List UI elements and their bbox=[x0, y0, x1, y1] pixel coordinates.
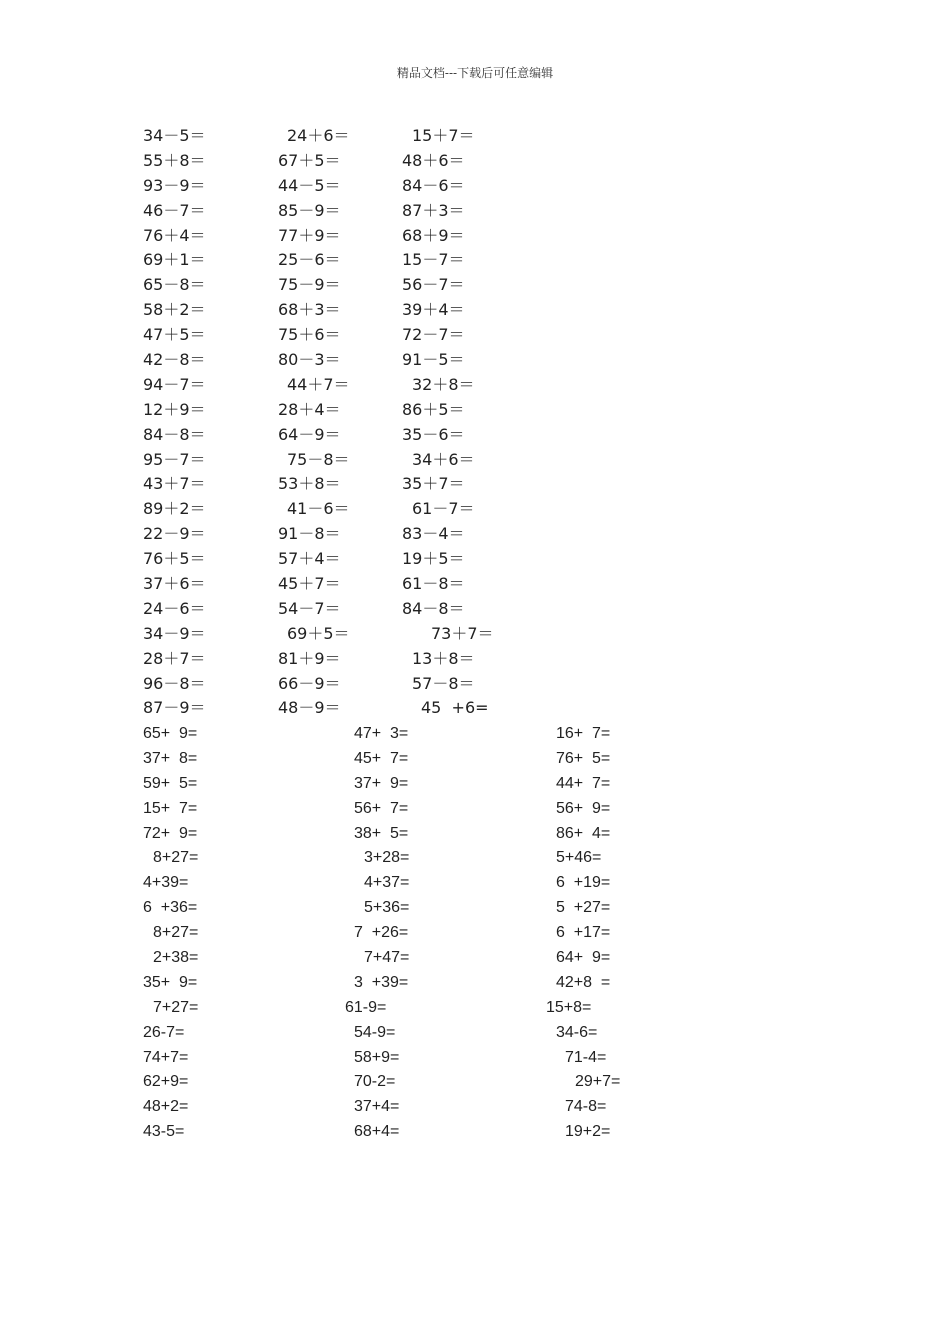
math-problem: 86+ 4= bbox=[556, 824, 611, 842]
math-problem: 75－8＝ bbox=[287, 449, 350, 469]
math-problem: 15+8= bbox=[546, 998, 592, 1016]
problem-row bbox=[0, 298, 950, 323]
math-problem: 44+ 7= bbox=[556, 774, 611, 792]
math-problem: 93－9＝ bbox=[143, 175, 206, 195]
math-problem: 85－9＝ bbox=[278, 200, 341, 220]
math-problem: 54－7＝ bbox=[278, 598, 341, 618]
math-problem: 45 +6= bbox=[421, 698, 489, 718]
math-problem: 29+7= bbox=[575, 1073, 621, 1091]
problem-row bbox=[0, 323, 950, 348]
math-problem: 94－7＝ bbox=[143, 374, 206, 394]
math-problem: 69＋5＝ bbox=[287, 623, 350, 643]
problem-row bbox=[0, 174, 950, 199]
problem-row bbox=[0, 547, 950, 572]
math-problem: 72－7＝ bbox=[402, 325, 465, 345]
math-problem: 32＋8＝ bbox=[412, 374, 475, 394]
math-problem: 62+9= bbox=[143, 1073, 189, 1091]
math-problem: 70-2= bbox=[354, 1073, 396, 1091]
math-problem: 96－8＝ bbox=[143, 673, 206, 693]
math-problem: 45＋7＝ bbox=[278, 574, 341, 594]
problem-row bbox=[0, 522, 950, 547]
math-problem: 84－8＝ bbox=[143, 424, 206, 444]
math-problem: 64－9＝ bbox=[278, 424, 341, 444]
math-problem: 5 +27= bbox=[556, 899, 611, 917]
problem-row bbox=[0, 149, 950, 174]
problem-row bbox=[0, 1095, 950, 1120]
math-problem: 28＋4＝ bbox=[278, 399, 341, 419]
math-problem: 47＋5＝ bbox=[143, 325, 206, 345]
math-problem: 58＋2＝ bbox=[143, 300, 206, 320]
problem-row bbox=[0, 373, 950, 398]
math-problem: 73＋7＝ bbox=[431, 623, 494, 643]
math-problem: 76+ 5= bbox=[556, 749, 611, 767]
math-problem: 84－6＝ bbox=[402, 175, 465, 195]
math-problem: 74-8= bbox=[565, 1098, 607, 1116]
math-problem: 37+4= bbox=[354, 1098, 400, 1116]
math-problem: 95－7＝ bbox=[143, 449, 206, 469]
page-header: 精品文档---下载后可任意编辑 bbox=[396, 66, 554, 80]
math-problem: 15＋7＝ bbox=[412, 126, 475, 145]
math-problem: 69＋1＝ bbox=[143, 250, 206, 270]
math-problem: 3 +39= bbox=[354, 973, 409, 991]
math-problem: 72+ 9= bbox=[143, 824, 198, 842]
math-problem: 13＋8＝ bbox=[412, 648, 475, 668]
math-problem: 68＋9＝ bbox=[402, 225, 465, 245]
math-problem: 46－7＝ bbox=[143, 200, 206, 220]
math-problem: 57＋4＝ bbox=[278, 549, 341, 569]
math-problem: 91－5＝ bbox=[402, 350, 465, 370]
problem-row bbox=[0, 1021, 950, 1046]
math-problem: 34－9＝ bbox=[143, 623, 206, 643]
problem-row bbox=[0, 224, 950, 249]
math-problem: 84－8＝ bbox=[402, 598, 465, 618]
problem-row bbox=[0, 797, 950, 822]
math-problem: 25－6＝ bbox=[278, 250, 341, 270]
math-problem: 61－7＝ bbox=[412, 499, 475, 519]
math-problem: 47+ 3= bbox=[354, 725, 409, 742]
math-problem: 7+47= bbox=[364, 949, 410, 967]
math-problem: 19+2= bbox=[565, 1123, 611, 1141]
math-problem: 68＋3＝ bbox=[278, 300, 341, 320]
math-problem: 83－4＝ bbox=[402, 524, 465, 544]
math-problem: 15－7＝ bbox=[402, 250, 465, 270]
math-problem: 24＋6＝ bbox=[287, 126, 350, 145]
math-problem: 58+9= bbox=[354, 1048, 400, 1066]
math-problem: 35＋7＝ bbox=[402, 474, 465, 494]
problem-row bbox=[0, 696, 950, 721]
math-problem: 68+4= bbox=[354, 1123, 400, 1141]
problem-row bbox=[0, 946, 950, 971]
problem-row bbox=[0, 597, 950, 622]
problem-row bbox=[0, 472, 950, 497]
worksheet-section-b bbox=[0, 722, 950, 1145]
math-problem: 80－3＝ bbox=[278, 350, 341, 370]
math-problem: 55＋8＝ bbox=[143, 150, 206, 170]
math-problem: 56+ 9= bbox=[556, 799, 611, 817]
math-problem: 35－6＝ bbox=[402, 424, 465, 444]
problem-row bbox=[0, 1120, 950, 1145]
problem-row bbox=[0, 647, 950, 672]
math-problem: 45+ 7= bbox=[354, 749, 409, 767]
math-problem: 26-7= bbox=[143, 1023, 185, 1041]
problem-row bbox=[0, 896, 950, 921]
problem-row bbox=[0, 423, 950, 448]
math-problem: 22－9＝ bbox=[143, 524, 206, 544]
math-problem: 37＋6＝ bbox=[143, 574, 206, 594]
math-problem: 76＋5＝ bbox=[143, 549, 206, 569]
math-problem: 89＋2＝ bbox=[143, 499, 206, 519]
math-problem: 12＋9＝ bbox=[143, 399, 206, 419]
math-problem: 61－8＝ bbox=[402, 574, 465, 594]
problem-row bbox=[0, 672, 950, 697]
math-problem: 2+38= bbox=[153, 949, 199, 967]
math-problem: 37+ 8= bbox=[143, 749, 198, 767]
math-problem: 57－8＝ bbox=[412, 673, 475, 693]
math-problem: 42+8 = bbox=[556, 973, 611, 991]
math-problem: 75－9＝ bbox=[278, 275, 341, 295]
problem-row bbox=[0, 248, 950, 273]
problem-row bbox=[0, 124, 950, 149]
problem-row bbox=[0, 971, 950, 996]
math-problem: 65+ 9= bbox=[143, 725, 198, 742]
math-problem: 37+ 9= bbox=[354, 774, 409, 792]
math-problem: 4+37= bbox=[364, 874, 410, 892]
math-problem: 35+ 9= bbox=[143, 973, 198, 991]
problem-row bbox=[0, 871, 950, 896]
math-problem: 8+27= bbox=[153, 849, 199, 867]
problem-row bbox=[0, 572, 950, 597]
math-problem: 16+ 7= bbox=[556, 725, 611, 742]
math-problem: 24－6＝ bbox=[143, 598, 206, 618]
math-problem: 15+ 7= bbox=[143, 799, 198, 817]
math-problem: 43＋7＝ bbox=[143, 474, 206, 494]
problem-row bbox=[0, 199, 950, 224]
problem-row bbox=[0, 398, 950, 423]
math-problem: 53＋8＝ bbox=[278, 474, 341, 494]
math-problem: 42－8＝ bbox=[143, 350, 206, 370]
math-problem: 34＋6＝ bbox=[412, 449, 475, 469]
math-problem: 44＋7＝ bbox=[287, 374, 350, 394]
problem-row bbox=[0, 1070, 950, 1095]
math-problem: 65－8＝ bbox=[143, 275, 206, 295]
problem-row bbox=[0, 273, 950, 298]
math-problem: 8+27= bbox=[153, 924, 199, 942]
math-problem: 71-4= bbox=[565, 1048, 607, 1066]
math-problem: 54-9= bbox=[354, 1023, 396, 1041]
math-problem: 4+39= bbox=[143, 874, 189, 892]
problem-row bbox=[0, 921, 950, 946]
problem-row bbox=[0, 996, 950, 1021]
math-problem: 64+ 9= bbox=[556, 949, 611, 967]
math-problem: 76＋4＝ bbox=[143, 225, 206, 245]
math-problem: 43-5= bbox=[143, 1123, 185, 1141]
math-problem: 56－7＝ bbox=[402, 275, 465, 295]
math-problem: 19＋5＝ bbox=[402, 549, 465, 569]
math-problem: 59+ 5= bbox=[143, 774, 198, 792]
math-problem: 3+28= bbox=[364, 849, 410, 867]
math-problem: 6 +19= bbox=[556, 874, 611, 892]
math-problem: 61-9= bbox=[345, 998, 387, 1016]
math-problem: 5+36= bbox=[364, 899, 410, 917]
math-problem: 87－9＝ bbox=[143, 698, 206, 718]
problem-row bbox=[0, 722, 950, 747]
math-problem: 7+27= bbox=[153, 998, 199, 1016]
problem-row bbox=[0, 448, 950, 473]
problem-row bbox=[0, 772, 950, 797]
math-problem: 56+ 7= bbox=[354, 799, 409, 817]
math-problem: 39＋4＝ bbox=[402, 300, 465, 320]
math-problem: 48+2= bbox=[143, 1098, 189, 1116]
math-problem: 91－8＝ bbox=[278, 524, 341, 544]
math-problem: 67＋5＝ bbox=[278, 150, 341, 170]
problem-row bbox=[0, 822, 950, 847]
math-problem: 66－9＝ bbox=[278, 673, 341, 693]
math-problem: 87＋3＝ bbox=[402, 200, 465, 220]
math-problem: 81＋9＝ bbox=[278, 648, 341, 668]
math-problem: 41－6＝ bbox=[287, 499, 350, 519]
math-problem: 48＋6＝ bbox=[402, 150, 465, 170]
problem-row bbox=[0, 622, 950, 647]
math-problem: 44－5＝ bbox=[278, 175, 341, 195]
math-problem: 74+7= bbox=[143, 1048, 189, 1066]
math-problem: 6 +36= bbox=[143, 899, 198, 917]
math-problem: 6 +17= bbox=[556, 924, 611, 942]
problem-row bbox=[0, 846, 950, 871]
math-problem: 7 +26= bbox=[354, 924, 409, 942]
math-problem: 5+46= bbox=[556, 849, 602, 867]
problem-row bbox=[0, 497, 950, 522]
math-problem: 48－9＝ bbox=[278, 698, 341, 718]
math-problem: 86＋5＝ bbox=[402, 399, 465, 419]
math-problem: 38+ 5= bbox=[354, 824, 409, 842]
problem-row bbox=[0, 747, 950, 772]
worksheet-section-a bbox=[0, 124, 950, 721]
math-problem: 34-6= bbox=[556, 1023, 598, 1041]
problem-row bbox=[0, 348, 950, 373]
math-problem: 34－5＝ bbox=[143, 126, 206, 145]
math-problem: 77＋9＝ bbox=[278, 225, 341, 245]
math-problem: 28＋7＝ bbox=[143, 648, 206, 668]
problem-row bbox=[0, 1046, 950, 1071]
math-problem: 75＋6＝ bbox=[278, 325, 341, 345]
